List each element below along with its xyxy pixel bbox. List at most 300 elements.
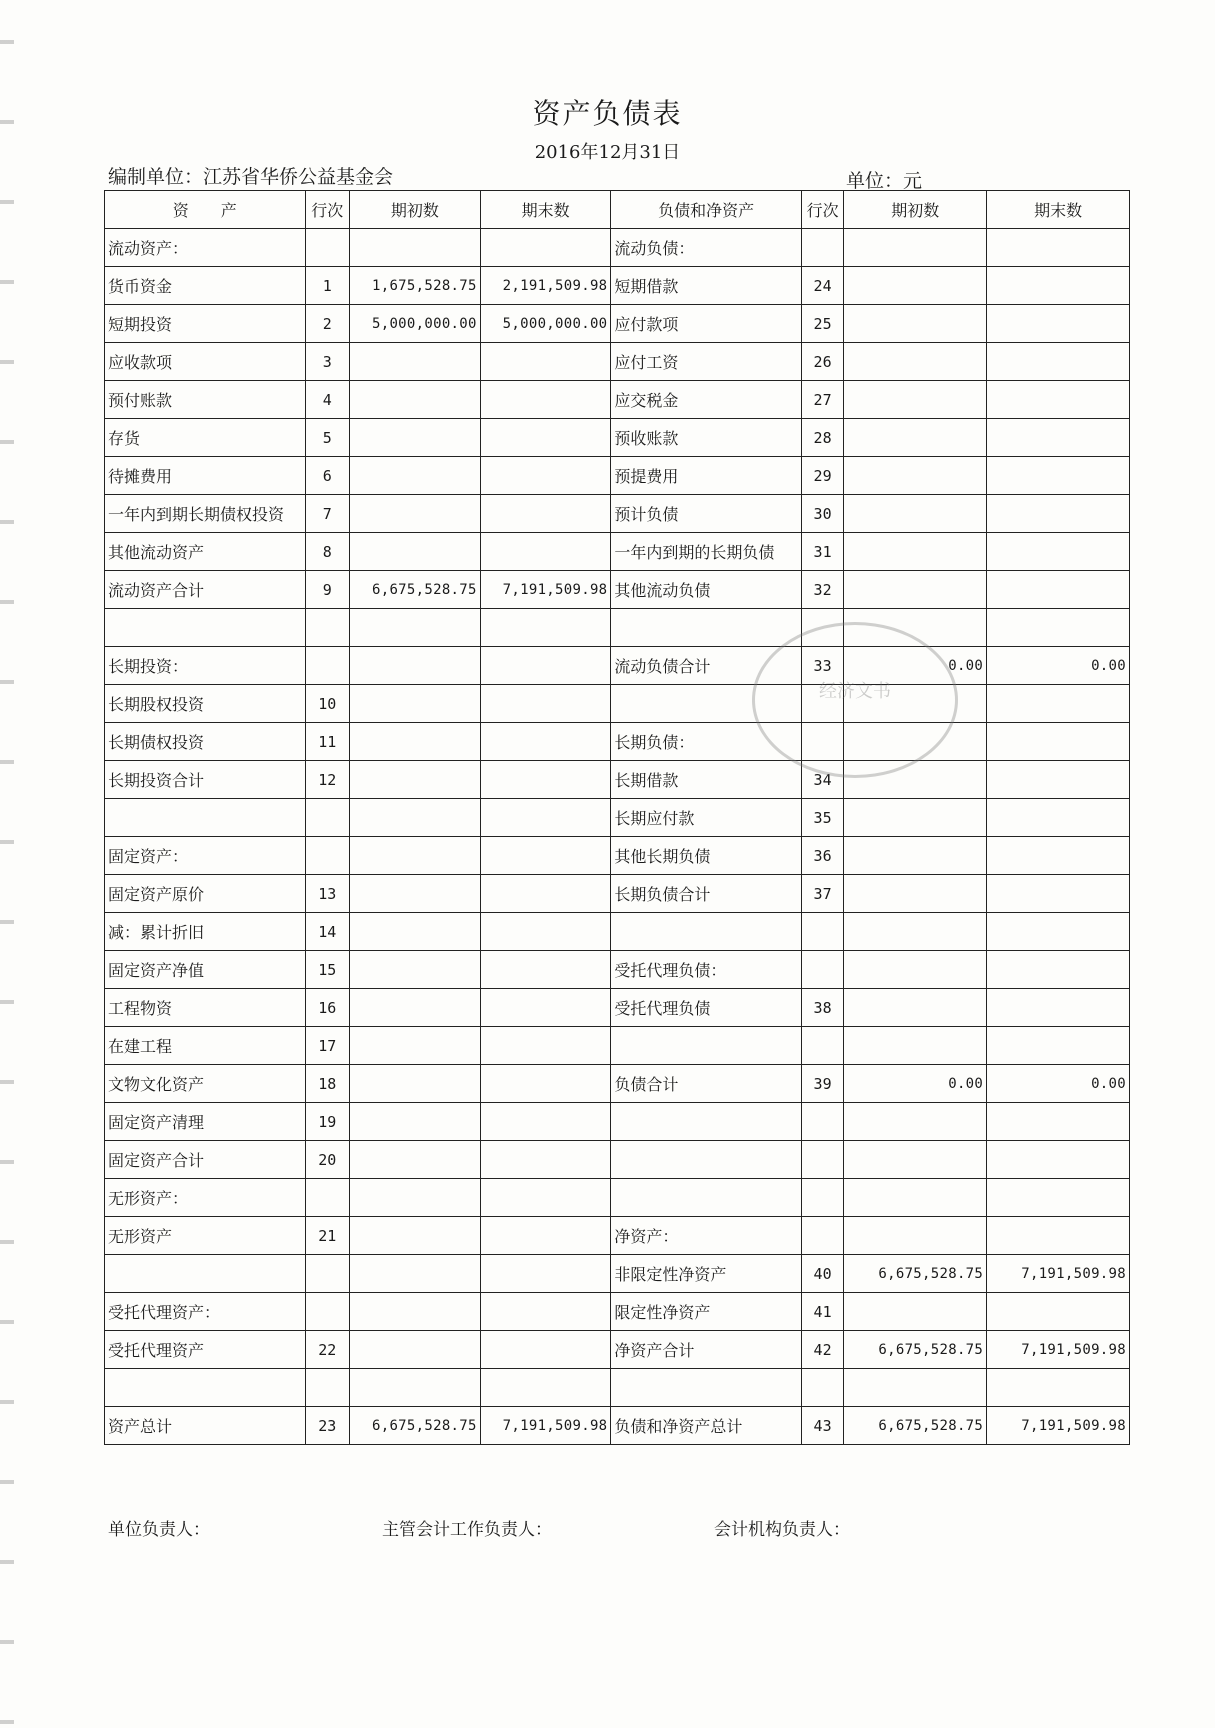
liability-opening-cell xyxy=(844,457,987,495)
liability-line-no-cell: 43 xyxy=(801,1407,844,1445)
asset-item-cell xyxy=(105,609,306,647)
asset-line-no-cell: 4 xyxy=(305,381,350,419)
asset-closing-cell xyxy=(480,723,611,761)
asset-item-cell: 固定资产： xyxy=(105,837,306,875)
asset-line-no-cell: 5 xyxy=(305,419,350,457)
asset-closing-cell xyxy=(480,381,611,419)
liability-opening-cell xyxy=(844,799,987,837)
asset-item-cell: 存货 xyxy=(105,419,306,457)
asset-item-cell: 在建工程 xyxy=(105,1027,306,1065)
liability-item-cell: 应交税金 xyxy=(611,381,801,419)
asset-item-cell: 预付账款 xyxy=(105,381,306,419)
liability-line-no-cell: 31 xyxy=(801,533,844,571)
liability-closing-cell xyxy=(987,951,1130,989)
liability-item-cell: 非限定性净资产 xyxy=(611,1255,801,1293)
asset-line-no-cell xyxy=(305,799,350,837)
asset-closing-cell xyxy=(480,495,611,533)
report-date: 2016年12月31日 xyxy=(534,142,681,163)
asset-opening-cell: 6,675,528.75 xyxy=(350,571,481,609)
asset-item-cell: 减：累计折旧 xyxy=(105,913,306,951)
asset-item-cell: 受托代理资产： xyxy=(105,1293,306,1331)
table-row xyxy=(105,305,1130,343)
liability-closing-cell xyxy=(987,343,1130,381)
asset-item-cell: 应收款项 xyxy=(105,343,306,381)
asset-item-cell xyxy=(105,799,306,837)
asset-closing-cell xyxy=(480,837,611,875)
liability-opening-cell: 6,675,528.75 xyxy=(844,1331,987,1369)
asset-opening-cell xyxy=(350,419,481,457)
liability-opening-cell xyxy=(844,951,987,989)
liability-opening-cell xyxy=(844,1179,987,1217)
table-row xyxy=(105,951,1130,989)
asset-opening-cell xyxy=(350,837,481,875)
asset-opening-cell xyxy=(350,495,481,533)
liability-item-cell: 流动负债合计 xyxy=(611,647,801,685)
asset-item-cell: 待摊费用 xyxy=(105,457,306,495)
seal-text: 经济文书 xyxy=(819,681,891,702)
asset-item-cell: 固定资产清理 xyxy=(105,1103,306,1141)
asset-opening-cell xyxy=(350,685,481,723)
asset-opening-cell xyxy=(350,1141,481,1179)
asset-closing-cell xyxy=(480,913,611,951)
liability-closing-cell xyxy=(987,761,1130,799)
liability-line-no-cell xyxy=(801,229,844,267)
liability-line-no-cell xyxy=(801,1369,844,1407)
asset-item-cell: 固定资产原价 xyxy=(105,875,306,913)
asset-closing-cell xyxy=(480,609,611,647)
liability-opening-cell xyxy=(844,761,987,799)
asset-opening-cell xyxy=(350,457,481,495)
asset-opening-cell xyxy=(350,1331,481,1369)
table-row xyxy=(105,761,1130,799)
liability-line-no-cell: 24 xyxy=(801,267,844,305)
signer-accounting-dept: 会计机构负责人： xyxy=(714,1520,850,1540)
asset-opening-cell xyxy=(350,533,481,571)
asset-closing-cell xyxy=(480,1027,611,1065)
asset-item-cell: 短期投资 xyxy=(105,305,306,343)
asset-closing-cell xyxy=(480,1141,611,1179)
asset-line-no-cell xyxy=(305,229,350,267)
table-row xyxy=(105,267,1130,305)
liability-item-cell: 其他长期负债 xyxy=(611,837,801,875)
asset-closing-cell: 2,191,509.98 xyxy=(480,267,611,305)
table-row xyxy=(105,381,1130,419)
asset-item-cell: 长期股权投资 xyxy=(105,685,306,723)
liability-item-cell: 预计负债 xyxy=(611,495,801,533)
liability-closing-cell xyxy=(987,1369,1130,1407)
asset-item-cell: 无形资产 xyxy=(105,1217,306,1255)
liability-line-no-cell: 36 xyxy=(801,837,844,875)
liability-line-no-cell xyxy=(801,609,844,647)
asset-opening-cell xyxy=(350,875,481,913)
asset-line-no-cell: 17 xyxy=(305,1027,350,1065)
liability-closing-cell xyxy=(987,1141,1130,1179)
asset-closing-cell xyxy=(480,533,611,571)
asset-closing-cell xyxy=(480,343,611,381)
liability-closing-cell: 0.00 xyxy=(987,1065,1130,1103)
liability-closing-cell xyxy=(987,837,1130,875)
table-row xyxy=(105,343,1130,381)
table-row xyxy=(105,1179,1130,1217)
asset-closing-cell xyxy=(480,951,611,989)
liability-closing-cell xyxy=(987,1027,1130,1065)
liability-closing-cell xyxy=(987,723,1130,761)
liability-item-cell: 长期负债合计 xyxy=(611,875,801,913)
liability-item-cell xyxy=(611,1369,801,1407)
asset-line-no-cell: 8 xyxy=(305,533,350,571)
liability-closing-cell xyxy=(987,381,1130,419)
table-row xyxy=(105,723,1130,761)
liability-opening-cell: 0.00 xyxy=(844,1065,987,1103)
asset-closing-cell xyxy=(480,1103,611,1141)
asset-line-no-cell xyxy=(305,837,350,875)
signer-accounting-head: 主管会计工作负责人： xyxy=(382,1520,552,1540)
asset-closing-cell xyxy=(480,761,611,799)
balance-sheet-table xyxy=(104,190,1130,1445)
liability-opening-cell xyxy=(844,989,987,1027)
asset-opening-cell xyxy=(350,1217,481,1255)
liability-closing-cell xyxy=(987,1293,1130,1331)
liability-opening-cell xyxy=(844,419,987,457)
header-closing: 期末数 xyxy=(480,191,611,229)
liability-line-no-cell xyxy=(801,723,844,761)
asset-line-no-cell: 22 xyxy=(305,1331,350,1369)
liability-line-no-cell xyxy=(801,913,844,951)
liability-closing-cell xyxy=(987,267,1130,305)
asset-opening-cell xyxy=(350,951,481,989)
table-row xyxy=(105,913,1130,951)
asset-closing-cell xyxy=(480,457,611,495)
liability-line-no-cell xyxy=(801,1217,844,1255)
liability-closing-cell xyxy=(987,495,1130,533)
liability-closing-cell xyxy=(987,1217,1130,1255)
asset-line-no-cell: 3 xyxy=(305,343,350,381)
asset-closing-cell xyxy=(480,685,611,723)
asset-line-no-cell: 21 xyxy=(305,1217,350,1255)
asset-line-no-cell xyxy=(305,1255,350,1293)
liability-item-cell: 限定性净资产 xyxy=(611,1293,801,1331)
liability-closing-cell xyxy=(987,533,1130,571)
liability-closing-cell xyxy=(987,457,1130,495)
liability-closing-cell xyxy=(987,1179,1130,1217)
asset-item-cell: 流动资产： xyxy=(105,229,306,267)
asset-opening-cell xyxy=(350,381,481,419)
header-assets: 资 产 xyxy=(105,191,306,229)
liability-closing-cell: 7,191,509.98 xyxy=(987,1407,1130,1445)
table-row xyxy=(105,495,1130,533)
liability-opening-cell xyxy=(844,343,987,381)
liability-item-cell: 长期借款 xyxy=(611,761,801,799)
table-row xyxy=(105,799,1130,837)
liability-item-cell: 预收账款 xyxy=(611,419,801,457)
liability-line-no-cell: 29 xyxy=(801,457,844,495)
asset-item-cell xyxy=(105,1255,306,1293)
liability-closing-cell xyxy=(987,875,1130,913)
liability-opening-cell xyxy=(844,533,987,571)
asset-item-cell: 长期债权投资 xyxy=(105,723,306,761)
table-row xyxy=(105,1407,1130,1445)
table-row xyxy=(105,875,1130,913)
liability-opening-cell xyxy=(844,1217,987,1255)
liability-opening-cell xyxy=(844,495,987,533)
liability-closing-cell xyxy=(987,609,1130,647)
header-liabilities: 负债和净资产 xyxy=(611,191,801,229)
liability-item-cell: 受托代理负债 xyxy=(611,989,801,1027)
liability-opening-cell xyxy=(844,1293,987,1331)
liability-line-no-cell xyxy=(801,685,844,723)
liability-line-no-cell: 42 xyxy=(801,1331,844,1369)
asset-closing-cell xyxy=(480,419,611,457)
table-row xyxy=(105,1141,1130,1179)
table-row xyxy=(105,457,1130,495)
asset-opening-cell xyxy=(350,229,481,267)
liability-opening-cell xyxy=(844,913,987,951)
liability-item-cell: 净资产合计 xyxy=(611,1331,801,1369)
asset-line-no-cell: 18 xyxy=(305,1065,350,1103)
asset-line-no-cell xyxy=(305,647,350,685)
liability-closing-cell xyxy=(987,419,1130,457)
asset-closing-cell: 7,191,509.98 xyxy=(480,571,611,609)
signer-unit-head: 单位负责人： xyxy=(108,1520,210,1540)
asset-closing-cell xyxy=(480,799,611,837)
asset-closing-cell: 5,000,000.00 xyxy=(480,305,611,343)
asset-opening-cell xyxy=(350,723,481,761)
asset-closing-cell xyxy=(480,1331,611,1369)
liability-closing-cell xyxy=(987,305,1130,343)
liability-closing-cell xyxy=(987,685,1130,723)
asset-closing-cell xyxy=(480,229,611,267)
liability-item-cell: 短期借款 xyxy=(611,267,801,305)
liability-closing-cell xyxy=(987,989,1130,1027)
liability-opening-cell xyxy=(844,1103,987,1141)
liability-opening-cell xyxy=(844,723,987,761)
asset-closing-cell xyxy=(480,1217,611,1255)
asset-opening-cell xyxy=(350,1065,481,1103)
header-opening: 期初数 xyxy=(350,191,481,229)
liability-opening-cell xyxy=(844,1369,987,1407)
liability-opening-cell: 6,675,528.75 xyxy=(844,1407,987,1445)
asset-closing-cell xyxy=(480,1255,611,1293)
liability-item-cell xyxy=(611,1027,801,1065)
header-line-no: 行次 xyxy=(305,191,350,229)
table-row xyxy=(105,1293,1130,1331)
liability-closing-cell: 7,191,509.98 xyxy=(987,1255,1130,1293)
asset-line-no-cell xyxy=(305,609,350,647)
table-row xyxy=(105,647,1130,685)
liability-opening-cell xyxy=(844,875,987,913)
asset-item-cell: 固定资产合计 xyxy=(105,1141,306,1179)
liability-opening-cell xyxy=(844,571,987,609)
asset-line-no-cell: 13 xyxy=(305,875,350,913)
liability-line-no-cell xyxy=(801,951,844,989)
header-closing-right: 期末数 xyxy=(987,191,1130,229)
liability-item-cell: 预提费用 xyxy=(611,457,801,495)
asset-closing-cell xyxy=(480,1293,611,1331)
table-row xyxy=(105,1217,1130,1255)
liability-closing-cell xyxy=(987,229,1130,267)
liability-line-no-cell xyxy=(801,1141,844,1179)
asset-line-no-cell xyxy=(305,1293,350,1331)
asset-closing-cell xyxy=(480,989,611,1027)
liability-item-cell: 应付款项 xyxy=(611,305,801,343)
asset-opening-cell xyxy=(350,1179,481,1217)
liability-item-cell xyxy=(611,1141,801,1179)
liability-item-cell xyxy=(611,685,801,723)
currency-unit: 单位：元 xyxy=(846,170,923,192)
asset-item-cell: 文物文化资产 xyxy=(105,1065,306,1103)
asset-line-no-cell: 7 xyxy=(305,495,350,533)
asset-item-cell xyxy=(105,1369,306,1407)
asset-line-no-cell: 16 xyxy=(305,989,350,1027)
liability-item-cell: 流动负债： xyxy=(611,229,801,267)
liability-opening-cell: 0.00 xyxy=(844,647,987,685)
asset-opening-cell xyxy=(350,1293,481,1331)
asset-item-cell: 受托代理资产 xyxy=(105,1331,306,1369)
liability-line-no-cell xyxy=(801,1027,844,1065)
liability-opening-cell xyxy=(844,229,987,267)
liability-line-no-cell: 35 xyxy=(801,799,844,837)
liability-closing-cell: 7,191,509.98 xyxy=(987,1331,1130,1369)
liability-line-no-cell: 27 xyxy=(801,381,844,419)
liability-item-cell: 净资产： xyxy=(611,1217,801,1255)
liability-item-cell xyxy=(611,1179,801,1217)
page-title: 资产负债表 xyxy=(532,97,683,130)
asset-line-no-cell xyxy=(305,1179,350,1217)
liability-line-no-cell: 41 xyxy=(801,1293,844,1331)
liability-item-cell: 长期应付款 xyxy=(611,799,801,837)
table-row xyxy=(105,229,1130,267)
asset-opening-cell xyxy=(350,647,481,685)
asset-closing-cell xyxy=(480,1179,611,1217)
asset-opening-cell xyxy=(350,913,481,951)
asset-item-cell: 长期投资： xyxy=(105,647,306,685)
asset-line-no-cell: 1 xyxy=(305,267,350,305)
asset-closing-cell xyxy=(480,875,611,913)
liability-opening-cell xyxy=(844,685,987,723)
liability-closing-cell xyxy=(987,571,1130,609)
asset-line-no-cell: 11 xyxy=(305,723,350,761)
liability-opening-cell: 6,675,528.75 xyxy=(844,1255,987,1293)
table-row xyxy=(105,1065,1130,1103)
asset-opening-cell xyxy=(350,761,481,799)
liability-line-no-cell: 28 xyxy=(801,419,844,457)
asset-opening-cell xyxy=(350,1255,481,1293)
asset-line-no-cell: 20 xyxy=(305,1141,350,1179)
liability-opening-cell xyxy=(844,1141,987,1179)
table-row xyxy=(105,1027,1130,1065)
table-row xyxy=(105,419,1130,457)
asset-opening-cell xyxy=(350,1369,481,1407)
asset-item-cell: 流动资产合计 xyxy=(105,571,306,609)
asset-line-no-cell: 23 xyxy=(305,1407,350,1445)
table-row xyxy=(105,533,1130,571)
liability-opening-cell xyxy=(844,267,987,305)
liability-item-cell: 负债和净资产总计 xyxy=(611,1407,801,1445)
asset-item-cell: 固定资产净值 xyxy=(105,951,306,989)
asset-item-cell: 资产总计 xyxy=(105,1407,306,1445)
preparing-org: 编制单位：江苏省华侨公益基金会 xyxy=(108,166,394,188)
liability-line-no-cell: 40 xyxy=(801,1255,844,1293)
liability-opening-cell xyxy=(844,381,987,419)
asset-opening-cell xyxy=(350,989,481,1027)
liability-item-cell: 受托代理负债： xyxy=(611,951,801,989)
liability-item-cell xyxy=(611,913,801,951)
asset-line-no-cell: 6 xyxy=(305,457,350,495)
asset-closing-cell xyxy=(480,1369,611,1407)
liability-opening-cell xyxy=(844,305,987,343)
table-header-row xyxy=(105,191,1130,229)
asset-line-no-cell xyxy=(305,1369,350,1407)
liability-item-cell: 其他流动负债 xyxy=(611,571,801,609)
liability-item-cell xyxy=(611,609,801,647)
liability-item-cell: 一年内到期的长期负债 xyxy=(611,533,801,571)
table-row xyxy=(105,571,1130,609)
asset-line-no-cell: 10 xyxy=(305,685,350,723)
asset-opening-cell xyxy=(350,799,481,837)
asset-line-no-cell: 12 xyxy=(305,761,350,799)
liability-line-no-cell: 25 xyxy=(801,305,844,343)
table-row xyxy=(105,1255,1130,1293)
liability-item-cell: 长期负债： xyxy=(611,723,801,761)
table-row xyxy=(105,1331,1130,1369)
liability-closing-cell xyxy=(987,913,1130,951)
table-row xyxy=(105,1369,1130,1407)
asset-opening-cell: 1,675,528.75 xyxy=(350,267,481,305)
table-row xyxy=(105,609,1130,647)
liability-item-cell: 负债合计 xyxy=(611,1065,801,1103)
asset-opening-cell: 5,000,000.00 xyxy=(350,305,481,343)
asset-item-cell: 无形资产： xyxy=(105,1179,306,1217)
liability-line-no-cell xyxy=(801,1103,844,1141)
liability-line-no-cell: 37 xyxy=(801,875,844,913)
liability-item-cell xyxy=(611,1103,801,1141)
asset-opening-cell xyxy=(350,609,481,647)
asset-line-no-cell: 14 xyxy=(305,913,350,951)
liability-closing-cell xyxy=(987,1103,1130,1141)
table-row xyxy=(105,989,1130,1027)
liability-line-no-cell xyxy=(801,1179,844,1217)
liability-opening-cell xyxy=(844,609,987,647)
liability-line-no-cell: 38 xyxy=(801,989,844,1027)
asset-line-no-cell: 9 xyxy=(305,571,350,609)
asset-line-no-cell: 15 xyxy=(305,951,350,989)
asset-item-cell: 长期投资合计 xyxy=(105,761,306,799)
liability-opening-cell xyxy=(844,1027,987,1065)
liability-line-no-cell: 34 xyxy=(801,761,844,799)
scan-edge-marks xyxy=(0,0,14,1728)
asset-opening-cell xyxy=(350,343,481,381)
asset-opening-cell xyxy=(350,1027,481,1065)
asset-opening-cell xyxy=(350,1103,481,1141)
asset-closing-cell: 7,191,509.98 xyxy=(480,1407,611,1445)
liability-closing-cell xyxy=(987,799,1130,837)
asset-item-cell: 一年内到期长期债权投资 xyxy=(105,495,306,533)
table-row xyxy=(105,685,1130,723)
asset-item-cell: 其他流动资产 xyxy=(105,533,306,571)
liability-item-cell: 应付工资 xyxy=(611,343,801,381)
liability-line-no-cell: 32 xyxy=(801,571,844,609)
liability-line-no-cell: 30 xyxy=(801,495,844,533)
table-row xyxy=(105,1103,1130,1141)
liability-closing-cell: 0.00 xyxy=(987,647,1130,685)
header-line-no-right: 行次 xyxy=(801,191,844,229)
asset-item-cell: 货币资金 xyxy=(105,267,306,305)
asset-closing-cell xyxy=(480,1065,611,1103)
asset-line-no-cell: 2 xyxy=(305,305,350,343)
liability-line-no-cell: 33 xyxy=(801,647,844,685)
header-opening-right: 期初数 xyxy=(844,191,987,229)
liability-opening-cell xyxy=(844,837,987,875)
